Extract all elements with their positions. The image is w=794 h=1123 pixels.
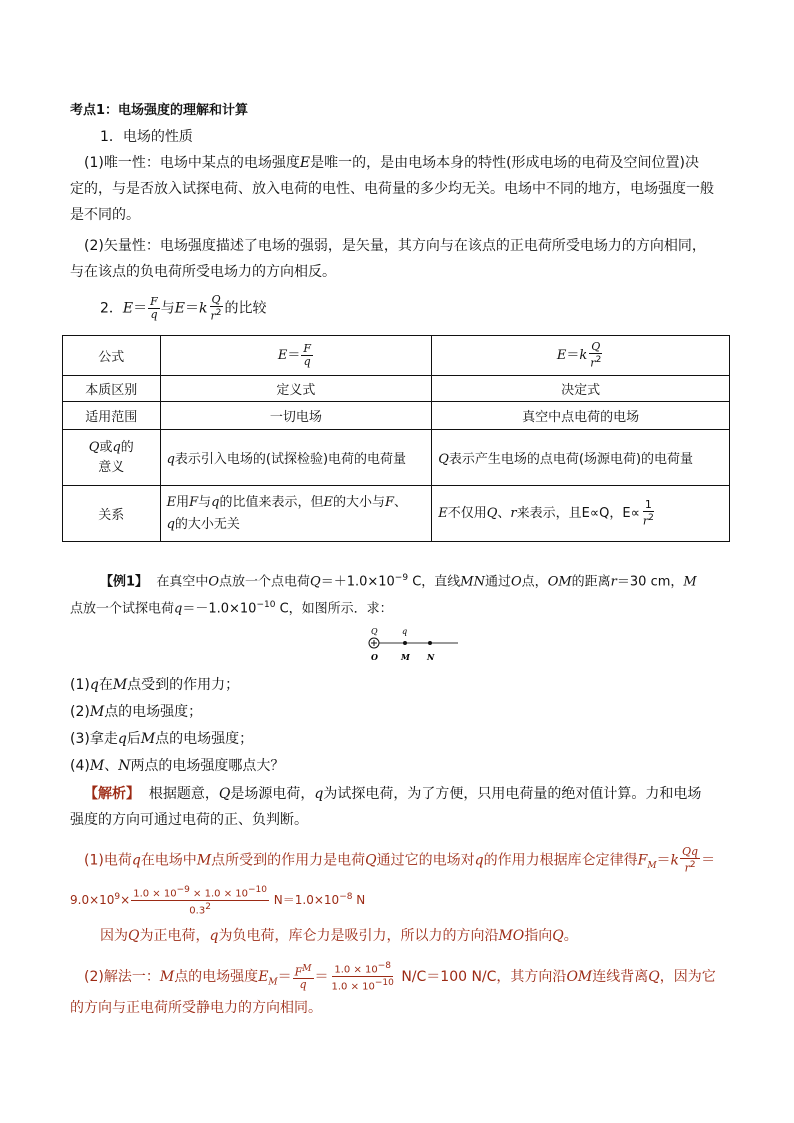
vector-line-2: 与在该点的负电荷所受电场力的方向相反。 (70, 264, 336, 280)
table-cell: 定义式 (160, 376, 432, 402)
label-O: O (371, 652, 378, 662)
comparison-table (62, 335, 730, 542)
uniqueness-line-1: (1)唯一性：电场中某点的电场强度E是唯一的，是由电场本身的特性(形成电场的电荷及空间位置)决 (84, 155, 700, 171)
table-cell: q表示引入电场的(试探检验)电荷的电荷量 (160, 430, 432, 486)
table-cell: 适用范围 (63, 402, 161, 430)
charge-diagram (360, 624, 460, 666)
table-cell: Q或q的 意义 (63, 430, 161, 486)
table-cell: E不仅用Q、r来表示，且E∝Q，E∝ $\frac{1}{r^2}$ (432, 486, 730, 542)
question-3: (3)拿走q后M点的电场强度； (70, 731, 254, 747)
table-cell: 公式 (63, 336, 161, 376)
table-cell: 本质区别 (63, 376, 161, 402)
compare-heading: 2．E＝ $\frac{F}{q}$ 与E＝k $\frac{Q}{r^2}$ 的比较 (100, 293, 267, 323)
table-row (63, 402, 730, 430)
vector-line-1: (2)矢量性：电场强度描述了电场的强弱，是矢量，其方向与在该点的正电荷所受电场力的方向相同， (84, 238, 706, 254)
example-line-1: 【例1】 在真空中O点放一个点电荷$Q=+1.0\times 10^{-9}$ C，直线MN通过O点，OM的距离r＝30 cm，M (100, 573, 697, 590)
table-cell: 关系 (63, 486, 161, 542)
label-Q: Q (371, 627, 378, 636)
question-2: (2)M点的电场强度； (70, 704, 203, 720)
table-row (63, 336, 730, 376)
table-row (63, 430, 730, 486)
table-cell: E＝k $\frac{Q}{r^2}$ (432, 336, 730, 376)
uniqueness-line-3: 是不同的。 (70, 207, 140, 223)
solution-step-2: (2)解法一：M点的电场强度$E_M=$ $\frac{F^M}{q}$ ＝ $\frac{1.0 \times 10^{-8}}{1.0 \times 10^{-10}}$ N/C＝100 N/C，其方向沿OM连线背离Q，因为它 (84, 961, 716, 993)
solution-step-2-line-2: 的方向与正电荷所受静电力的方向相同。 (70, 1000, 322, 1016)
table-cell: 一切电场 (160, 402, 432, 430)
table-row (63, 376, 730, 402)
table-cell: 真空中点电荷的电场 (432, 402, 730, 430)
solution-line-1: 【解析】 根据题意，Q是场源电荷，q为试探电荷，为了方便，只用电荷量的绝对值计算。力和电场 (84, 786, 702, 802)
point-m (403, 641, 407, 645)
table-cell: E用F与q的比值来表示，但E的大小与F、 q的大小无关 (160, 486, 432, 542)
table-cell: E＝ $\frac{F}{q}$ (160, 336, 432, 376)
example-line-2: 点放一个试探电荷$q=-1.0\times 10^{-10}$ C，如图所示．求： (70, 600, 393, 617)
point-n (428, 641, 432, 645)
solution-step-1: (1)电荷q在电场中M点所受到的作用力是电荷Q通过它的电场对q的作用力根据库仑定律得$F_M=k$ $\frac{Qq}{r^2}$ ＝ (84, 845, 716, 875)
label-N: N (427, 652, 435, 662)
section-title: 考点1：电场强度的理解和计算 (70, 103, 249, 118)
question-1: (1)q在M点受到的作用力； (70, 677, 240, 693)
label-q: q (402, 627, 408, 636)
uniqueness-line-2: 定的，与是否放入试探电荷、放入电荷的电性、电荷量的多少均无关。电场中不同的地方，电场强度一般 (70, 181, 714, 197)
table-cell: 决定式 (432, 376, 730, 402)
table-cell: Q表示产生电场的点电荷(场源电荷)的电荷量 (432, 430, 730, 486)
solution-direction: 因为Q为正电荷，q为负电荷，库仑力是吸引力，所以力的方向沿MO指向Q。 (100, 928, 578, 944)
solution-line-2: 强度的方向可通过电荷的正、负判断。 (70, 812, 308, 828)
solution-step-1-calc: $9.0\times 10^9\times$ $\frac{1.0 \times 10^{-9} \times 1.0 \times 10^{-10}}{0.3^2}$ $N=1.0\times 10^{-8}$ N (70, 884, 366, 917)
label-M: M (401, 652, 410, 662)
table-row (63, 486, 730, 542)
question-4: (4)M、N两点的电场强度哪点大？ (70, 758, 285, 774)
property-heading: 1．电场的性质 (100, 129, 193, 145)
